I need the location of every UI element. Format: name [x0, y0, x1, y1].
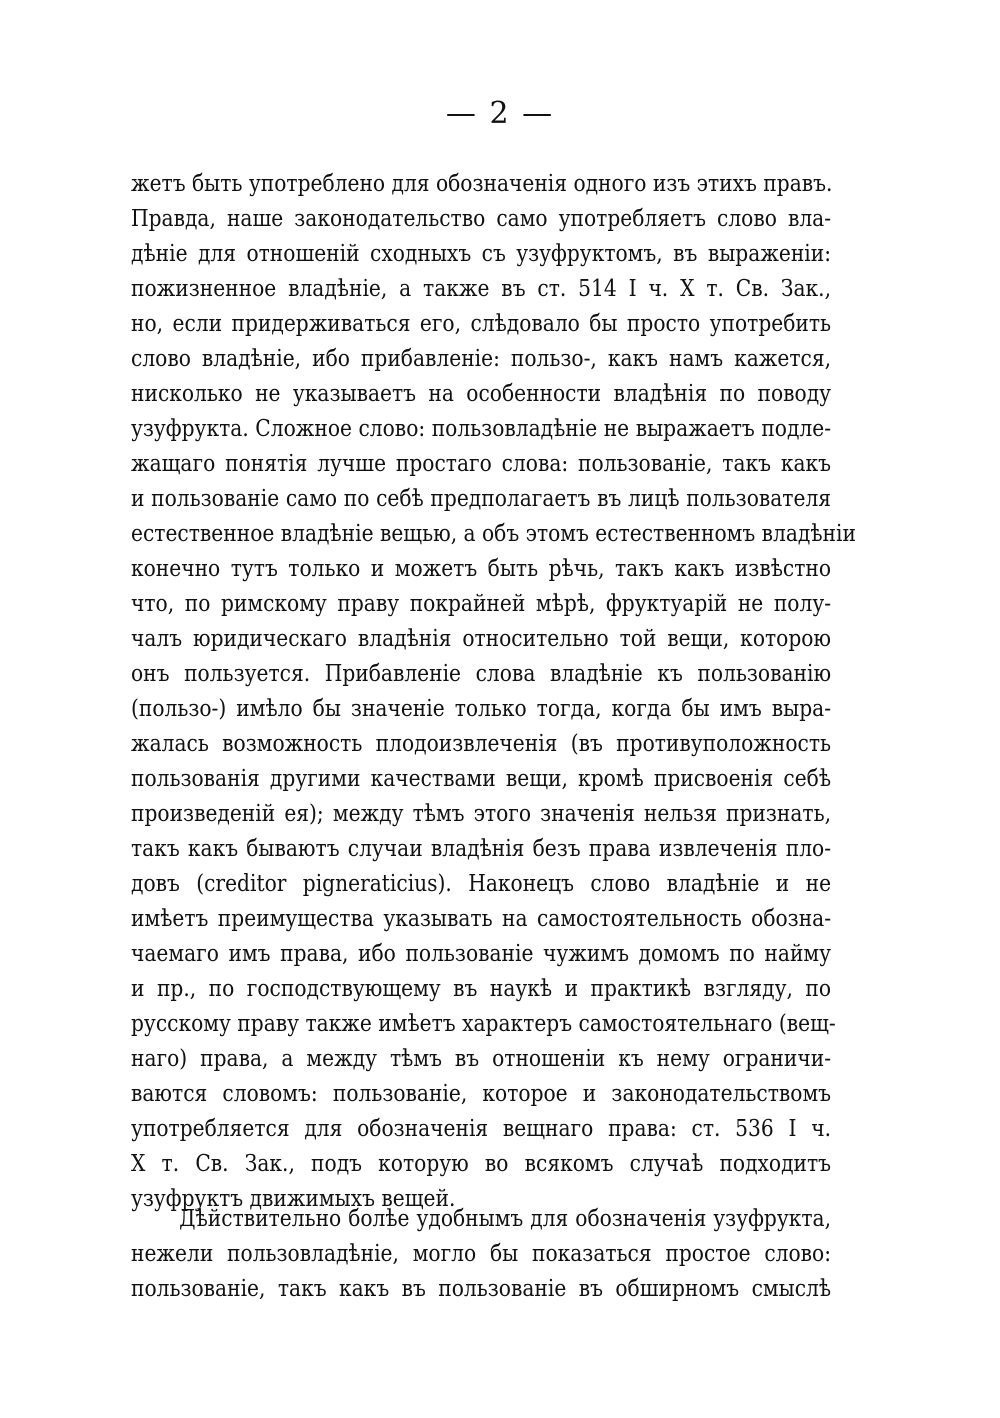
text-line: нисколько не указываетъ на особенности владѣнія по поводу — [131, 379, 832, 407]
text-line: Правда, наше законодательство само употребляетъ слово вла- — [131, 204, 832, 232]
text-line: чаемаго имъ права, ибо пользованіе чужимъ домомъ по найму — [131, 939, 832, 967]
page-number: — 2 — — [445, 96, 555, 131]
text-line: жетъ быть употреблено для обозначенія одного изъ этихъ правъ. — [131, 169, 833, 197]
text-line: жалась возможность плодоизвлеченія (въ противуположность — [131, 729, 832, 757]
text-line: употребляется для обозначенія вещнаго права: ст. 536 I ч. — [131, 1114, 832, 1142]
text-line: жащаго понятія лучше простаго слова: пользованіе, такъ какъ — [131, 449, 832, 477]
text-line: имѣетъ преимущества указывать на самостоятельность обозна- — [131, 904, 832, 932]
text-line: наго) права, а между тѣмъ въ отношеніи къ нему ограничи- — [131, 1044, 832, 1072]
text-line: онъ пользуется. Прибавленіе слова владѣніе къ пользованію — [131, 659, 832, 687]
text-line: Дѣйствительно болѣе удобнымъ для обозначенія узуфрукта, — [179, 1204, 832, 1232]
text-line: и пользованіе само по себѣ предполагаетъ въ лицѣ пользователя — [131, 484, 832, 512]
text-line: довъ (creditor pigneraticius). Наконецъ слово владѣніе и не — [131, 869, 832, 897]
text-line: ваются словомъ: пользованіе, которое и законодательствомъ — [131, 1079, 832, 1107]
text-line: (пользо-) имѣло бы значеніе только тогда, когда бы имъ выра- — [131, 694, 832, 722]
text-line: естественное владѣніе вещью, а объ этомъ естественномъ владѣніи — [131, 519, 856, 547]
text-line: дѣніе для отношеній сходныхъ съ узуфруктомъ, въ выраженіи: — [131, 239, 832, 267]
text-line: слово владѣніе, ибо прибавленіе: пользо-, какъ намъ кажется, — [131, 344, 832, 372]
text-line: пользованіе, такъ какъ въ пользованіе въ обширномъ смыслѣ — [131, 1274, 832, 1302]
text-line: узуфруктъ движимыхъ вещей. — [131, 1184, 456, 1212]
text-line: узуфрукта. Сложное слово: пользовладѣніе не выражаетъ подле- — [131, 414, 832, 442]
text-line: русскому праву также имѣетъ характеръ самостоятельнаго (вещ- — [131, 1009, 836, 1037]
text-line: что, по римскому праву покрайней мѣрѣ, фруктуарій не полу- — [131, 589, 832, 617]
text-line: произведеній ея); между тѣмъ этого значенія нельзя признать, — [131, 799, 832, 827]
text-line: конечно тутъ только и можетъ быть рѣчь, такъ какъ извѣстно — [131, 554, 832, 582]
paragraph-2 — [131, 1201, 831, 1306]
paragraph-1 — [131, 166, 856, 1216]
text-line: пользованія другими качествами вещи, кромѣ присвоенія себѣ — [131, 764, 832, 792]
text-line: и пр., по господствующему въ наукѣ и практикѣ взгляду, по — [131, 974, 832, 1002]
text-line: пожизненное владѣніе, а также въ ст. 514 I ч. X т. Св. Зак., — [131, 274, 832, 302]
text-line: но, если придерживаться его, слѣдовало бы просто употребить — [131, 309, 832, 337]
text-line: нежели пользовладѣніе, могло бы показаться простое слово: — [131, 1239, 832, 1267]
text-line: X т. Св. Зак., подъ которую во всякомъ случаѣ подходитъ — [131, 1149, 832, 1177]
text-line: такъ какъ бываютъ случаи владѣнія безъ права извлеченія пло- — [131, 834, 832, 862]
text-line: чалъ юридическаго владѣнія относительно той вещи, которою — [131, 624, 832, 652]
